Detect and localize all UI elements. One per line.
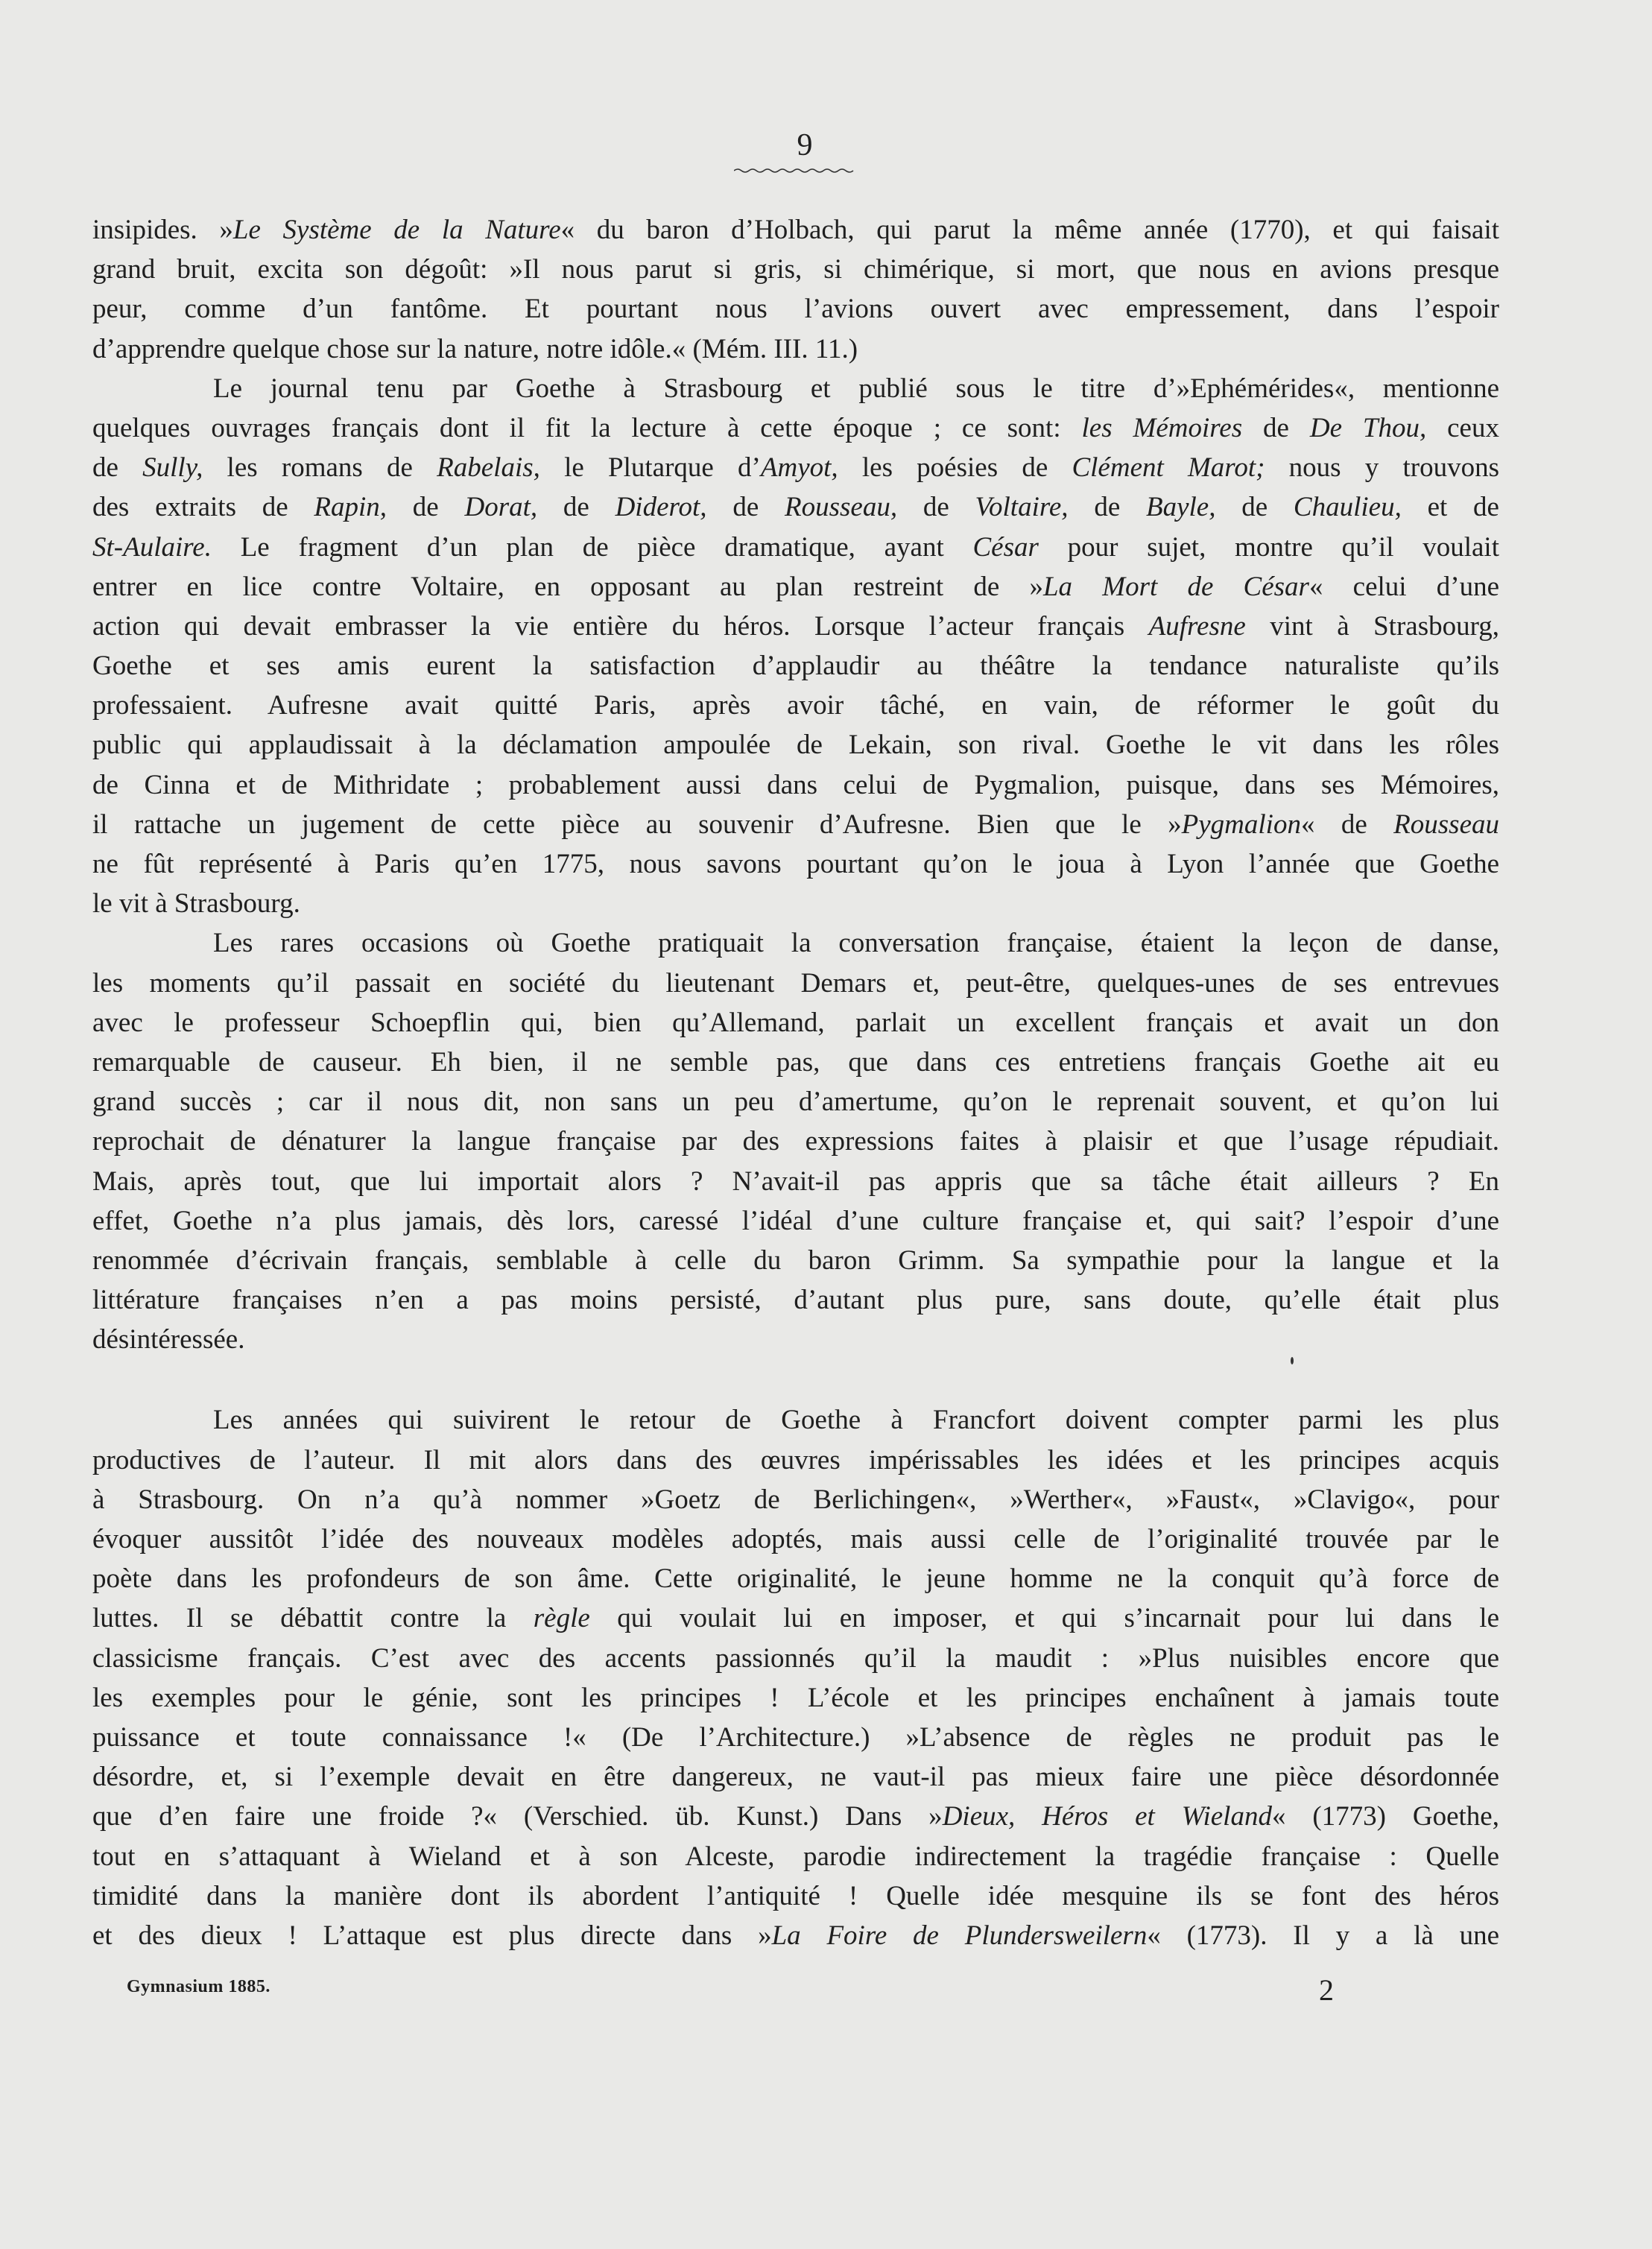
text-run: Les années qui suivirent le retour de Goethe à Francfort doivent compter parmi les plus — [213, 1405, 1499, 1436]
text-run: « de — [1300, 809, 1394, 840]
text-line — [92, 686, 1499, 725]
text-run: d’apprendre quelque chose sur la nature, notre idôle.« (Mém. III. 11.) — [92, 333, 858, 364]
text-line — [92, 964, 1499, 1003]
text-line — [92, 487, 1499, 527]
italic-text: De Thou, — [1309, 412, 1427, 443]
text-run: de — [92, 452, 143, 484]
italic-text: Rousseau, — [785, 492, 898, 523]
text-run: ne fût représenté à Paris qu’en 1775, nous savons pourtant qu’on le joua à Lyon l’année que Goethe — [92, 849, 1499, 879]
text-run: grand succès ; car il nous dit, non sans un peu d’amertume, qu’on le reprenait souvent, et qu’on lui — [92, 1086, 1499, 1118]
text-run: de — [1215, 492, 1294, 523]
text-run: renommée d’écrivain français, semblable à celle du baron Grimm. Sa sympathie pour la langue et la — [92, 1244, 1499, 1276]
text-run: « celui d’une — [1308, 571, 1499, 602]
text-line — [92, 1718, 1499, 1757]
text-run: Le journal tenu par Goethe à Strasbourg et publié sous le titre d’»Ephémérides«, mentionne — [213, 373, 1499, 404]
text-line — [92, 289, 1499, 329]
page-number-ornament — [734, 168, 857, 174]
text-line — [92, 1082, 1499, 1122]
text-run: les moments qu’il passait en société du lieutenant Demars et, peut-être, quelques-unes de ses entrevues — [92, 967, 1499, 999]
italic-text: Rousseau — [1393, 809, 1499, 840]
text-line — [92, 1400, 1499, 1440]
text-run: littérature françaises n’en a pas moins persisté, d’autant plus pure, sans doute, qu’elle était plus — [92, 1285, 1499, 1316]
text-line — [92, 1876, 1499, 1916]
text-line — [92, 1797, 1499, 1836]
text-line — [92, 329, 1499, 369]
text-line — [92, 1241, 1499, 1280]
text-run: et de — [1401, 492, 1499, 523]
text-run: timidité dans la manière dont ils abordent l’antiquité ! Quelle idée mesquine ils se font des héros — [92, 1880, 1499, 1911]
text-run: effet, Goethe n’a plus jamais, dès lors, caressé l’idéal d’une culture française et, qui sait? l’espoir d’une — [92, 1205, 1499, 1236]
text-line — [92, 1280, 1499, 1320]
text-line — [92, 725, 1499, 765]
text-run: peur, comme d’un fantôme. Et pourtant nous l’avions ouvert avec empressement, dans l’espoir — [92, 294, 1499, 325]
text-run: de — [537, 492, 615, 523]
italic-text: La Mort de César — [1042, 571, 1309, 602]
text-run: Les rares occasions où Goethe pratiquait la conversation française, étaient la leçon de danse, — [213, 928, 1499, 959]
text-line — [92, 1320, 1499, 1359]
footer-signature: Gymnasium 1885. — [127, 1977, 270, 1996]
text-line — [92, 1519, 1499, 1559]
text-line — [92, 408, 1499, 448]
text-line — [92, 923, 1499, 963]
text-line — [92, 1678, 1499, 1718]
text-run: il rattache un jugement de cette pièce au souvenir d’Aufresne. Bien que le » — [92, 809, 1182, 840]
text-line — [92, 1639, 1499, 1678]
text-line — [92, 1043, 1499, 1082]
text-run: que d’en faire une froide ?« (Verschied. üb. Kunst.) Dans » — [92, 1801, 943, 1832]
text-run: productives de l’auteur. Il mit alors dans des œuvres impérissables les idées et les principes acquis — [92, 1444, 1499, 1475]
text-line — [92, 1916, 1499, 1955]
text-run: classicisme français. C’est avec des accents passionnés qu’il la maudit : »Plus nuisibles encore que — [92, 1642, 1499, 1674]
text-run: vint à Strasbourg, — [1245, 610, 1499, 642]
text-line — [92, 1162, 1499, 1201]
text-run: « (1773) Goethe, — [1271, 1801, 1499, 1832]
text-run: de — [1068, 492, 1146, 523]
text-run: Le fragment d’un plan de pièce dramatique, ayant — [211, 531, 973, 563]
text-run: à Strasbourg. On n’a qu’à nommer »Goetz de Berlichingen«, »Werther«, »Faust«, »Clavigo«, pour — [92, 1484, 1499, 1515]
text-line — [92, 1480, 1499, 1519]
italic-text: Rabelais, — [437, 452, 540, 484]
text-line — [92, 369, 1499, 408]
text-run: avec le professeur Schoepflin qui, bien qu’Allemand, parlait un excellent français et avait un don — [92, 1007, 1499, 1038]
text-run: public qui applaudissait à la déclamation ampoulée de Lekain, son rival. Goethe le vit dans les rôles — [92, 730, 1499, 761]
text-line — [92, 210, 1499, 250]
text-run: insipides. » — [92, 215, 233, 245]
text-run: de — [1242, 412, 1310, 443]
text-line — [92, 884, 1499, 923]
text-run: « du baron d’Holbach, qui parut la même année (1770), et qui faisait — [560, 215, 1499, 245]
text-line — [92, 805, 1499, 844]
text-run: Goethe et ses amis eurent la satisfaction d’applaudir au théâtre la tendance naturaliste qu’ils — [92, 651, 1499, 682]
italic-text: Diderot, — [615, 492, 707, 523]
text-line — [92, 528, 1499, 567]
italic-text: Pygmalion — [1181, 809, 1301, 840]
text-run: Mais, après tout, que lui importait alors ? N’avait-il pas appris que sa tâche était ailleurs ? En — [92, 1165, 1499, 1197]
italic-text: Bayle, — [1146, 492, 1216, 523]
italic-text: Sully, — [142, 452, 203, 484]
text-run: professaient. Aufresne avait quitté Paris, après avoir tâché, en vain, de réformer le goût du — [92, 690, 1499, 721]
italic-text: Chaulieu, — [1293, 492, 1402, 523]
text-line — [92, 646, 1499, 686]
italic-text: Dieux, Héros et Wieland — [942, 1801, 1272, 1832]
italic-text: César — [972, 531, 1039, 563]
text-run: reprochait de dénaturer la langue française par des expressions faites à plaisir et que l’usage répudiait. — [92, 1126, 1499, 1157]
text-line — [92, 1757, 1499, 1797]
text-run: qui voulait lui en imposer, et qui s’incarnait pour lui dans le — [589, 1603, 1499, 1634]
text-line — [92, 1559, 1499, 1598]
text-run: de — [897, 492, 975, 523]
text-line — [92, 1003, 1499, 1043]
text-run: puissance et toute connaissance !« (De l’Architecture.) »L’absence de règles ne produit pas le — [92, 1721, 1499, 1753]
text-run: désordre, et, si l’exemple devait en être dangereux, ne vaut-il pas mieux faire une pièce désordonnée — [92, 1762, 1499, 1793]
text-run: quelques ouvrages français dont il fit la lecture à cette époque ; ce sont: — [92, 412, 1082, 443]
text-line — [92, 1837, 1499, 1876]
italic-text: La Foire de Plundersweilern — [771, 1920, 1148, 1951]
text-run: des extraits de — [92, 492, 314, 523]
italic-text: Aufresne — [1148, 610, 1246, 642]
italic-text: les Mémoires — [1081, 412, 1243, 443]
italic-text: Rapin, — [314, 492, 387, 523]
text-line — [92, 448, 1499, 487]
text-run: action qui devait embrasser la vie entière du héros. Lorsque l’acteur français — [92, 610, 1149, 642]
text-line — [92, 1598, 1499, 1638]
text-run: les romans de — [203, 452, 437, 484]
text-line — [92, 1201, 1499, 1241]
text-line — [92, 250, 1499, 289]
text-run: luttes. Il se débattit contre la — [92, 1603, 534, 1634]
text-run: entrer en lice contre Voltaire, en opposant au plan restreint de » — [92, 571, 1043, 602]
italic-text: règle — [533, 1603, 590, 1634]
text-run: pour sujet, montre qu’il voulait — [1038, 531, 1499, 563]
text-run: ceux — [1426, 412, 1499, 443]
text-run: évoquer aussitôt l’idée des nouveaux modèles adoptés, mais aussi celle de l’originalité trouvée par le — [92, 1524, 1499, 1554]
text-line — [92, 765, 1499, 805]
text-run: « (1773). Il y a là une — [1147, 1920, 1499, 1951]
text-run: de Cinna et de Mithridate ; probablement aussi dans celui de Pygmalion, puisque, dans ses Mémoires, — [92, 769, 1499, 800]
italic-text: St-Aulaire. — [92, 531, 212, 563]
page-number: 9 — [797, 128, 813, 162]
text-run: et des dieux ! L’attaque est plus directe dans » — [92, 1920, 772, 1951]
italic-text: Voltaire, — [975, 492, 1069, 523]
speck-mark — [1291, 1357, 1294, 1364]
text-run: désintéressée. — [92, 1324, 245, 1356]
text-line — [92, 1440, 1499, 1480]
text-line — [92, 607, 1499, 646]
italic-text: Le Système de la Nature — [232, 215, 561, 245]
text-run: les exemples pour le génie, sont les principes ! L’école et les principes enchaînent à jamais toute — [92, 1682, 1499, 1713]
text-line — [92, 567, 1499, 607]
text-run: remarquable de causeur. Eh bien, il ne semble pas, que dans ces entretiens français Goethe ait eu — [92, 1046, 1499, 1078]
italic-text: Amyot, — [760, 452, 838, 484]
footer-sheet-number: 2 — [1319, 1973, 1334, 2007]
body-text — [92, 210, 1499, 1955]
text-run: le vit à Strasbourg. — [92, 888, 300, 920]
text-run: poète dans les profondeurs de son âme. Cette originalité, le jeune homme ne la conquit qu’à force de — [92, 1563, 1499, 1595]
text-line — [92, 1122, 1499, 1161]
text-run: nous y trouvons — [1265, 452, 1499, 484]
text-run: le Plutarque d’ — [539, 452, 761, 484]
text-run: de — [706, 492, 785, 523]
text-run: tout en s’attaquant à Wieland et à son Alceste, parodie indirectement la tragédie française : Quelle — [92, 1841, 1499, 1872]
italic-text: Dorat, — [464, 492, 538, 523]
italic-text: Clément Marot; — [1072, 452, 1265, 484]
text-run: les poésies de — [838, 452, 1072, 484]
text-run: grand bruit, excita son dégoût: »Il nous parut si gris, si chimérique, si mort, que nous en avions presque — [92, 254, 1499, 285]
text-run: de — [387, 492, 465, 523]
text-line — [92, 844, 1499, 884]
